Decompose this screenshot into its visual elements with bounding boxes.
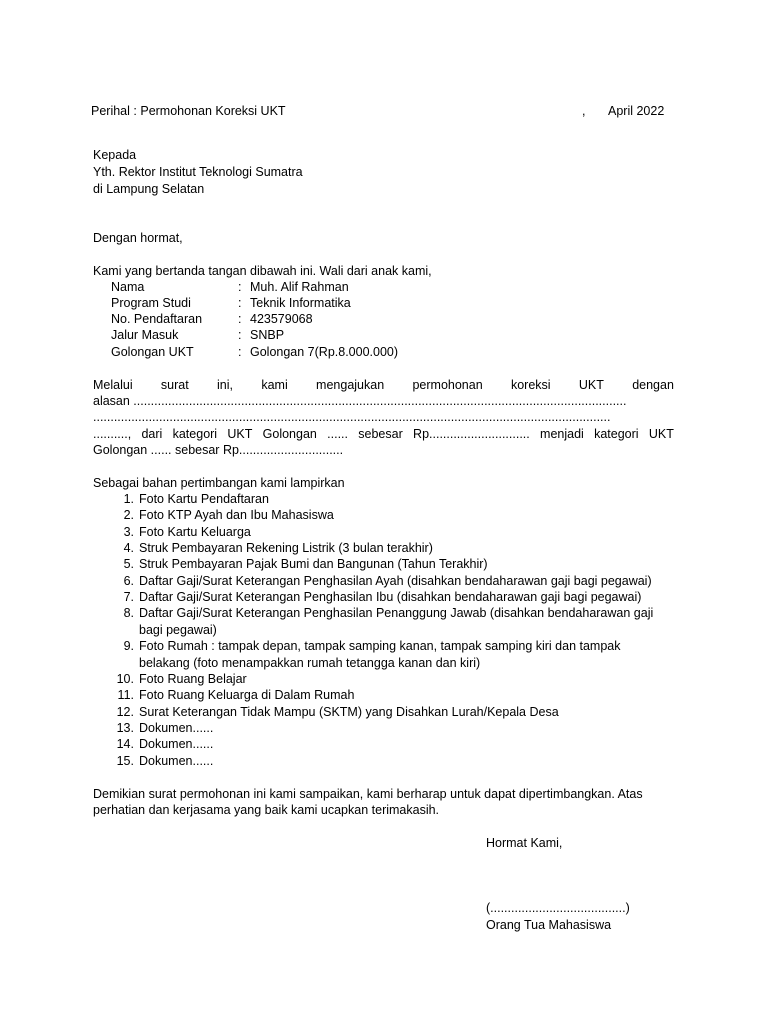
signature-salutation: Hormat Kami, — [486, 836, 563, 850]
word: permohonan — [412, 378, 483, 392]
field-row-jalur-masuk — [0, 328, 768, 345]
word: ...... — [327, 427, 348, 441]
list-number: 5. — [123, 557, 134, 571]
word: UKT — [648, 427, 674, 441]
greeting: Dengan hormat, — [93, 231, 183, 245]
intro-text: Kami yang bertanda tangan dibawah ini. Wali dari anak kami, — [93, 264, 432, 278]
field-colon: : — [238, 312, 242, 326]
list-text: Foto Rumah : tampak depan, tampak samping kanan, tampak samping kiri dan tampak — [139, 639, 621, 653]
list-number: 9. — [123, 639, 134, 653]
body-line-2: alasan .............................................................................................................................................. — [93, 394, 627, 408]
list-text: Struk Pembayaran Pajak Bumi dan Bangunan (Tahun Terakhir) — [139, 557, 488, 571]
field-label: Jalur Masuk — [111, 328, 179, 342]
field-colon: : — [238, 296, 242, 310]
list-text: Dokumen...... — [139, 754, 214, 768]
list-text: Daftar Gaji/Surat Keterangan Penghasilan Ayah (disahkan bendaharawan gaji bagi pegawai) — [139, 574, 652, 588]
field-value: Teknik Informatika — [250, 296, 351, 310]
field-label: Golongan UKT — [111, 345, 194, 359]
word: dengan — [632, 378, 674, 392]
list-number: 2. — [123, 508, 134, 522]
word: Rp............................. — [413, 427, 530, 441]
list-text: Dokumen...... — [139, 737, 214, 751]
field-label: Nama — [111, 280, 145, 294]
field-value: Muh. Alif Rahman — [250, 280, 349, 294]
list-number: 10. — [116, 672, 134, 686]
word: ini, — [217, 378, 234, 392]
body-line-5: Golongan ...... sebesar Rp.............................. — [93, 443, 344, 457]
attachments-intro: Sebagai bahan pertimbangan kami lampirkan — [93, 476, 345, 490]
field-value: SNBP — [250, 328, 285, 342]
word: kategori — [594, 427, 639, 441]
list-text: Foto Kartu Pendaftaran — [139, 492, 269, 506]
closing-line-1: Demikian surat permohonan ini kami sampaikan, kami berharap untuk dapat dipertimbangkan. Atas — [93, 787, 643, 801]
perihal-value: : Permohonan Koreksi UKT — [133, 104, 286, 118]
list-number: 7. — [123, 590, 134, 604]
perihal-line — [91, 104, 286, 118]
list-text-continuation: belakang (foto menampakkan rumah tetangga kanan dan kiri) — [139, 656, 481, 670]
body-line-4 — [93, 427, 674, 441]
field-label: No. Pendaftaran — [111, 312, 203, 326]
field-value: 423579068 — [250, 312, 313, 326]
addressee-line-1: Kepada — [93, 148, 137, 162]
list-text: Foto KTP Ayah dan Ibu Mahasiswa — [139, 508, 334, 522]
list-number: 4. — [123, 541, 134, 555]
word: dari — [141, 427, 163, 441]
word: Melalui — [93, 378, 133, 392]
list-text: Foto Kartu Keluarga — [139, 525, 251, 539]
word: surat — [160, 378, 189, 392]
field-row-golongan-ukt — [0, 345, 768, 362]
word: UKT — [227, 427, 253, 441]
word: kategori — [172, 427, 218, 441]
list-number: 1. — [123, 492, 134, 506]
list-number: 11. — [117, 688, 134, 702]
body-line-3: ..................................................................................................................................................... — [93, 410, 611, 424]
field-row-no-pendaftaran — [0, 312, 768, 329]
word: koreksi — [510, 378, 551, 392]
body-line-1 — [93, 378, 674, 392]
field-label: Program Studi — [111, 296, 191, 310]
list-text: Foto Ruang Keluarga di Dalam Rumah — [139, 688, 355, 702]
field-colon: : — [238, 328, 242, 342]
list-text: Dokumen...... — [139, 721, 214, 735]
list-text: Daftar Gaji/Surat Keterangan Penghasilan Penanggung Jawab (disahkan bendaharawan gaji — [139, 606, 654, 620]
list-text-continuation: bagi pegawai) — [139, 623, 217, 637]
list-text: Daftar Gaji/Surat Keterangan Penghasilan Ibu (disahkan bendaharawan gaji bagi pegawai) — [139, 590, 642, 604]
list-number: 6. — [123, 574, 134, 588]
field-row-program-studi — [0, 296, 768, 313]
addressee-line-2: Yth. Rektor Institut Teknologi Sumatra — [93, 165, 303, 179]
perihal-label: Perihal — [91, 104, 130, 118]
letter-date: April 2022 — [608, 104, 665, 118]
signature-role: Orang Tua Mahasiswa — [486, 918, 612, 932]
field-colon: : — [238, 345, 242, 359]
list-text: Surat Keterangan Tidak Mampu (SKTM) yang Disahkan Lurah/Kepala Desa — [139, 705, 559, 719]
date-comma: , — [582, 104, 586, 118]
word: .........., — [93, 427, 132, 441]
list-number: 3. — [123, 525, 134, 539]
word: menjadi — [540, 427, 584, 441]
signature-name-placeholder: (.......................................) — [486, 901, 630, 915]
addressee-line-3: di Lampung Selatan — [93, 182, 205, 196]
field-colon: : — [238, 280, 242, 294]
list-text: Foto Ruang Belajar — [139, 672, 247, 686]
list-number: 15. — [116, 754, 134, 768]
list-number: 8. — [123, 606, 134, 620]
word: mengajukan — [316, 378, 385, 392]
list-number: 13. — [116, 721, 134, 735]
word: kami — [261, 378, 288, 392]
word: sebesar — [358, 427, 403, 441]
field-value: Golongan 7(Rp.8.000.000) — [250, 345, 399, 359]
list-text: Struk Pembayaran Rekening Listrik (3 bulan terakhir) — [139, 541, 433, 555]
word: Golongan — [262, 427, 317, 441]
word: UKT — [578, 378, 604, 392]
closing-line-2: perhatian dan kerjasama yang baik kami ucapkan terimakasih. — [93, 803, 440, 817]
list-number: 14. — [116, 737, 134, 751]
list-number: 12. — [116, 705, 134, 719]
field-row-nama — [0, 280, 768, 297]
